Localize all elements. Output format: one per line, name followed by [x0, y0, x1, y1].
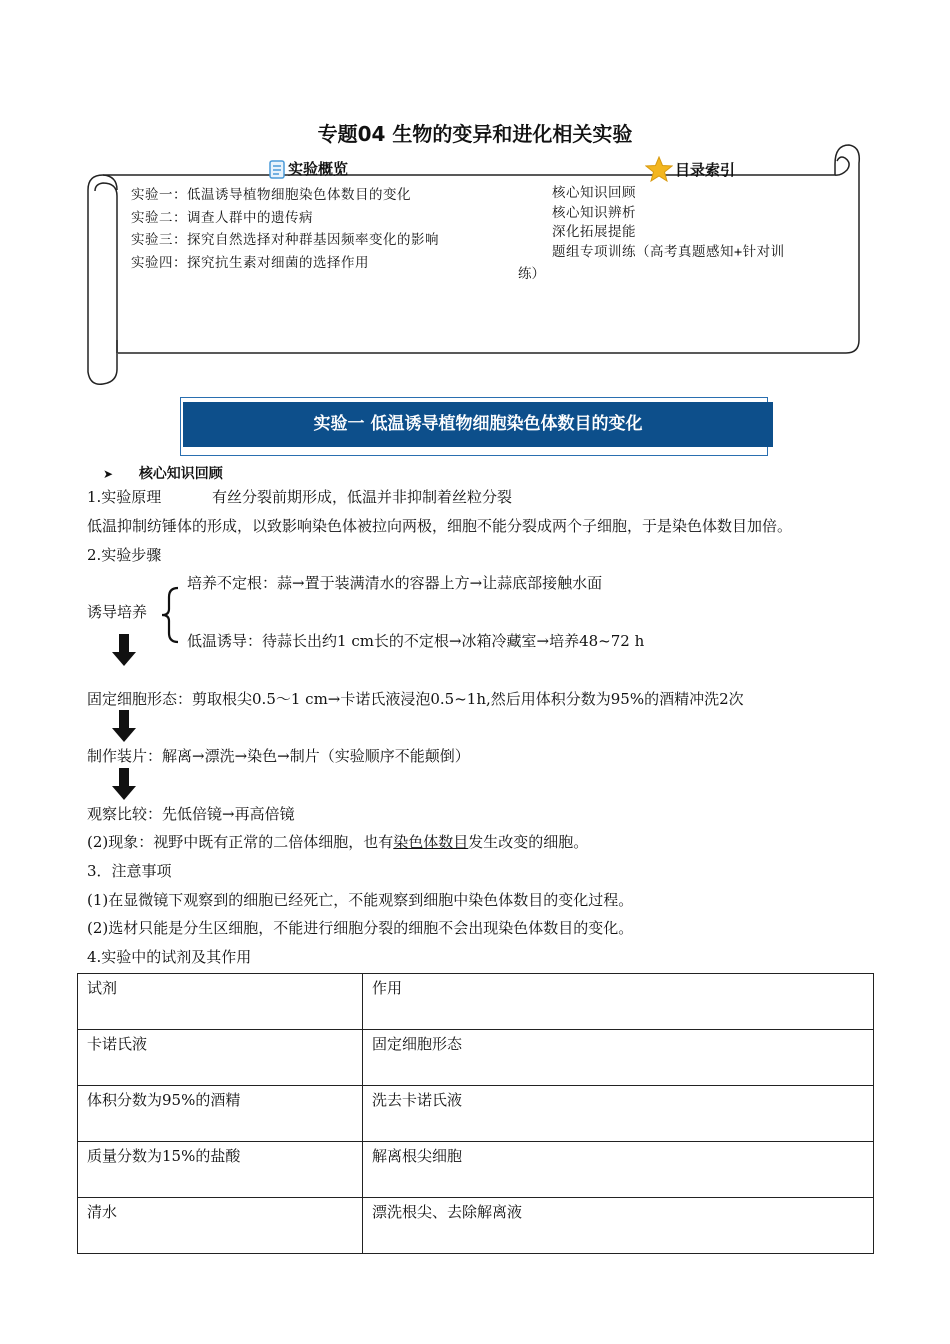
- observe-step: 观察比较：先低倍镜→再高倍镜: [87, 805, 295, 823]
- table-header-row: [78, 974, 874, 1030]
- induce-step-a: 培养不定根：蒜→置于装满清水的容器上方→让蒜底部接触水面: [187, 574, 603, 592]
- table-cell: 质量分数为15%的盐酸: [78, 1142, 363, 1198]
- phenomenon-text: (2)现象：视野中既有正常的二倍体细胞，也有染色体数目发生改变的细胞。: [87, 833, 589, 851]
- index-heading-label: 目录索引: [675, 160, 736, 179]
- table-cell: 体积分数为95%的酒精: [78, 1086, 363, 1142]
- index-item: 深化拓展提能: [552, 224, 636, 240]
- table-row: [78, 1030, 874, 1086]
- prep-step: 制作装片：解离→漂洗→染色→制片（实验顺序不能颠倒）: [87, 747, 470, 765]
- principle-note: 有丝分裂前期形成，低温并非抑制着丝粒分裂: [212, 488, 513, 506]
- experiment-item: 实验四：探究抗生素对细菌的选择作用: [131, 254, 369, 271]
- experiment-item: 实验三：探究自然选择对种群基因频率变化的影响: [131, 232, 439, 248]
- table-cell: 洗去卡诺氏液: [363, 1086, 874, 1142]
- overview-heading-label: 实验概览: [288, 160, 349, 178]
- index-item: 核心知识回顾: [552, 185, 636, 201]
- induce-step-b: 低温诱导：待蒜长出约1 cm长的不定根→冰箱冷藏室→培养48~72 h: [187, 632, 645, 650]
- index-item: 核心知识辨析: [552, 204, 636, 221]
- index-heading: [645, 156, 735, 182]
- notepad-icon: [268, 159, 286, 179]
- down-arrow-icon: [111, 634, 137, 668]
- fix-step: 固定细胞形态：剪取根尖0.5～1 cm→卡诺氏液浸泡0.5~1h,然后用体积分数为95%的酒精冲洗2次: [87, 690, 744, 708]
- principle-text: 低温抑制纺锤体的形成，以致影响染色体被拉向两极，细胞不能分裂成两个子细胞，于是染色体数目加倍。: [87, 517, 793, 535]
- overview-heading: [268, 158, 348, 179]
- index-list: [552, 184, 785, 262]
- brace-icon: [158, 585, 182, 645]
- down-arrow-icon: [111, 710, 137, 744]
- table-row: [78, 1198, 874, 1254]
- section-heading: [103, 463, 223, 483]
- section-banner: 实验一 低温诱导植物细胞染色体数目的变化: [183, 402, 773, 447]
- star-icon: [645, 156, 673, 182]
- table-cell: 漂洗根尖、去除解离液: [363, 1198, 874, 1254]
- page-title: 专题04 生物的变异和进化相关实验: [317, 122, 633, 146]
- note-item: (2)选材只能是分生区细胞，不能进行细胞分裂的细胞不会出现染色体数目的变化。: [87, 919, 634, 937]
- table-cell: 解离根尖细胞: [363, 1142, 874, 1198]
- table-header-cell: 作用: [363, 974, 874, 1030]
- experiment-item: 实验一：低温诱导植物细胞染色体数目的变化: [131, 187, 411, 203]
- induce-label: 诱导培养: [87, 603, 148, 621]
- experiment-item: 实验二：调查人群中的遗传病: [131, 209, 313, 226]
- phenomenon-highlight: 染色体数目: [393, 833, 469, 851]
- index-item-continuation: 练）: [518, 266, 545, 282]
- notes-heading: 3．注意事项: [87, 862, 172, 880]
- table-header-cell: 试剂: [78, 974, 363, 1030]
- note-item: (1)在显微镜下观察到的细胞已经死亡，不能观察到细胞中染色体数目的变化过程。: [87, 891, 634, 909]
- table-cell: 固定细胞形态: [363, 1030, 874, 1086]
- table-cell: 清水: [78, 1198, 363, 1254]
- steps-heading: 2.实验步骤: [87, 546, 162, 564]
- table-row: [78, 1142, 874, 1198]
- arrow-bullet-icon: ➤: [103, 467, 114, 481]
- section-heading-label: 核心知识回顾: [138, 466, 223, 482]
- index-item: 题组专项训练（高考真题感知+针对训: [552, 243, 785, 260]
- table-heading: 4.实验中的试剂及其作用: [87, 948, 252, 966]
- table-cell: 卡诺氏液: [78, 1030, 363, 1086]
- reagent-table: [77, 973, 874, 1254]
- down-arrow-icon: [111, 768, 137, 802]
- experiment-list: [131, 184, 439, 274]
- principle-heading: 1.实验原理: [87, 488, 162, 506]
- table-row: [78, 1086, 874, 1142]
